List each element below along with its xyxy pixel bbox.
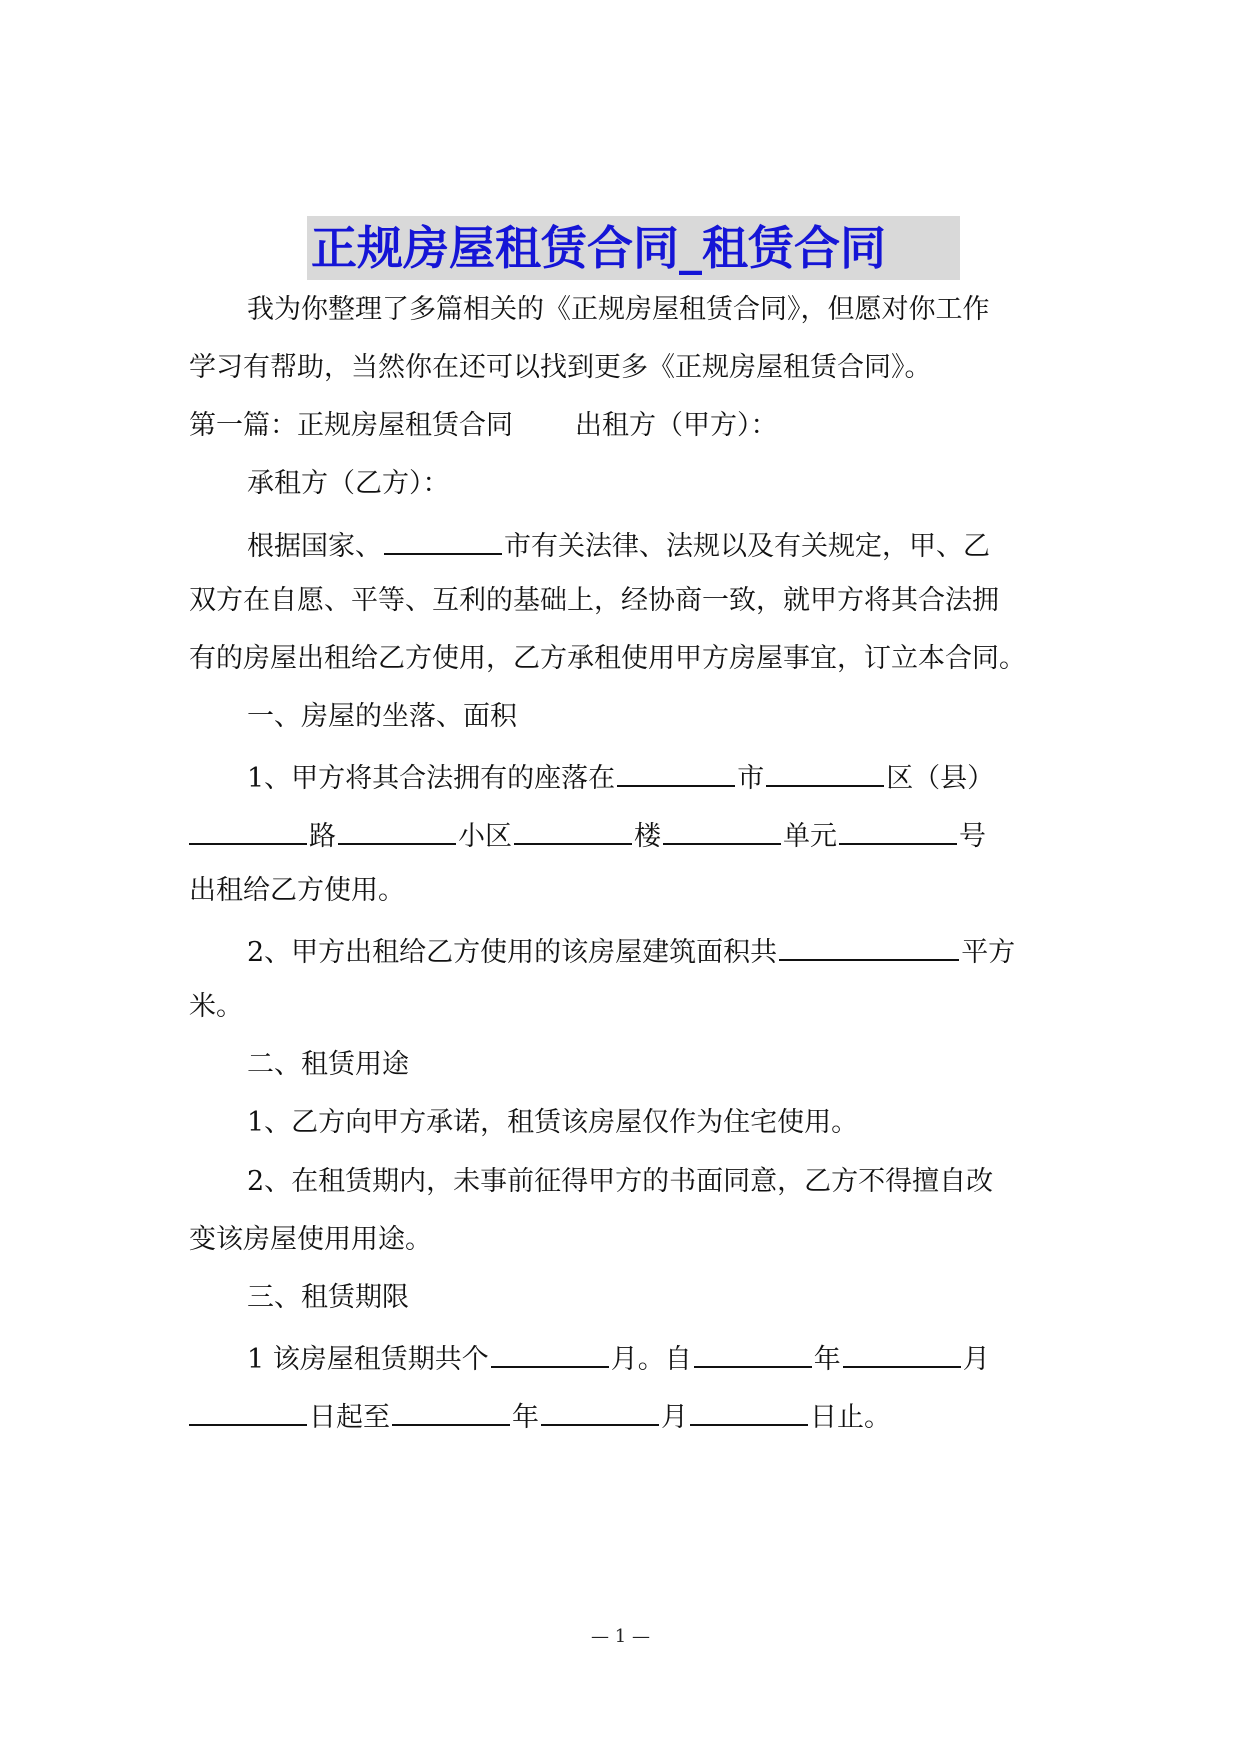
blank-field (839, 813, 957, 845)
paragraph-line: 双方在自愿、平等、互利的基础上，经协商一致，就甲方将其合法拥 (189, 585, 999, 616)
section-heading: 一、房屋的坐落、面积 (247, 701, 517, 732)
blank-field (338, 813, 456, 845)
title-highlight (307, 216, 960, 280)
paragraph-line: 2、甲方出租给乙方使用的该房屋建筑面积共 平方 (189, 929, 1015, 969)
page-number: — 1 — (591, 1626, 650, 1647)
blank-field (541, 1394, 659, 1426)
paragraph-line: 承租方（乙方）： (247, 468, 450, 499)
paragraph-line: 1、乙方向甲方承诺，租赁该房屋仅作为住宅使用。 (247, 1107, 859, 1138)
paragraph-line: 第一篇：正规房屋租赁合同 出租方（甲方）： (189, 410, 778, 441)
blank-field (392, 1394, 510, 1426)
section-heading: 三、租赁期限 (247, 1282, 409, 1313)
paragraph-line: 我为你整理了多篇相关的《正规房屋租赁合同》，但愿对你工作 (247, 294, 990, 325)
paragraph-line: 学习有帮助，当然你在还可以找到更多《正规房屋租赁合同》。 (189, 352, 932, 383)
paragraph-line: 2、在租赁期内，未事前征得甲方的书面同意，乙方不得擅自改 (247, 1166, 994, 1197)
blank-field (779, 929, 959, 961)
blank-field (491, 1336, 609, 1368)
blank-field (843, 1336, 961, 1368)
blank-field (189, 1394, 307, 1426)
blank-field (617, 755, 735, 787)
paragraph-line: 米。 (189, 991, 243, 1022)
paragraph-line: 路 小区 楼 单元 号 (189, 813, 986, 853)
blank-field (766, 755, 884, 787)
paragraph-line: 1、甲方将其合法拥有的座落在 市 区（县） (189, 755, 994, 795)
blank-field (663, 813, 781, 845)
paragraph-line: 变该房屋使用用途。 (189, 1224, 432, 1255)
document-title: 正规房屋租赁合同_租赁合同 (311, 221, 886, 275)
paragraph-line: 1 该房屋租赁期共个 月。自 年 月 (189, 1336, 990, 1376)
blank-field (690, 1394, 808, 1426)
section-heading: 二、租赁用途 (247, 1049, 409, 1080)
paragraph-line: 出租给乙方使用。 (189, 875, 405, 906)
blank-field (514, 813, 632, 845)
paragraph-line: 日起至 年 月 日止。 (189, 1394, 891, 1434)
blank-field (694, 1336, 812, 1368)
paragraph-line: 有的房屋出租给乙方使用，乙方承租使用甲方房屋事宜，订立本合同。 (189, 643, 1026, 674)
paragraph-line: 根据国家、 市有关法律、法规以及有关规定，甲、乙 (189, 523, 990, 563)
blank-field (384, 523, 502, 555)
blank-field (189, 813, 307, 845)
